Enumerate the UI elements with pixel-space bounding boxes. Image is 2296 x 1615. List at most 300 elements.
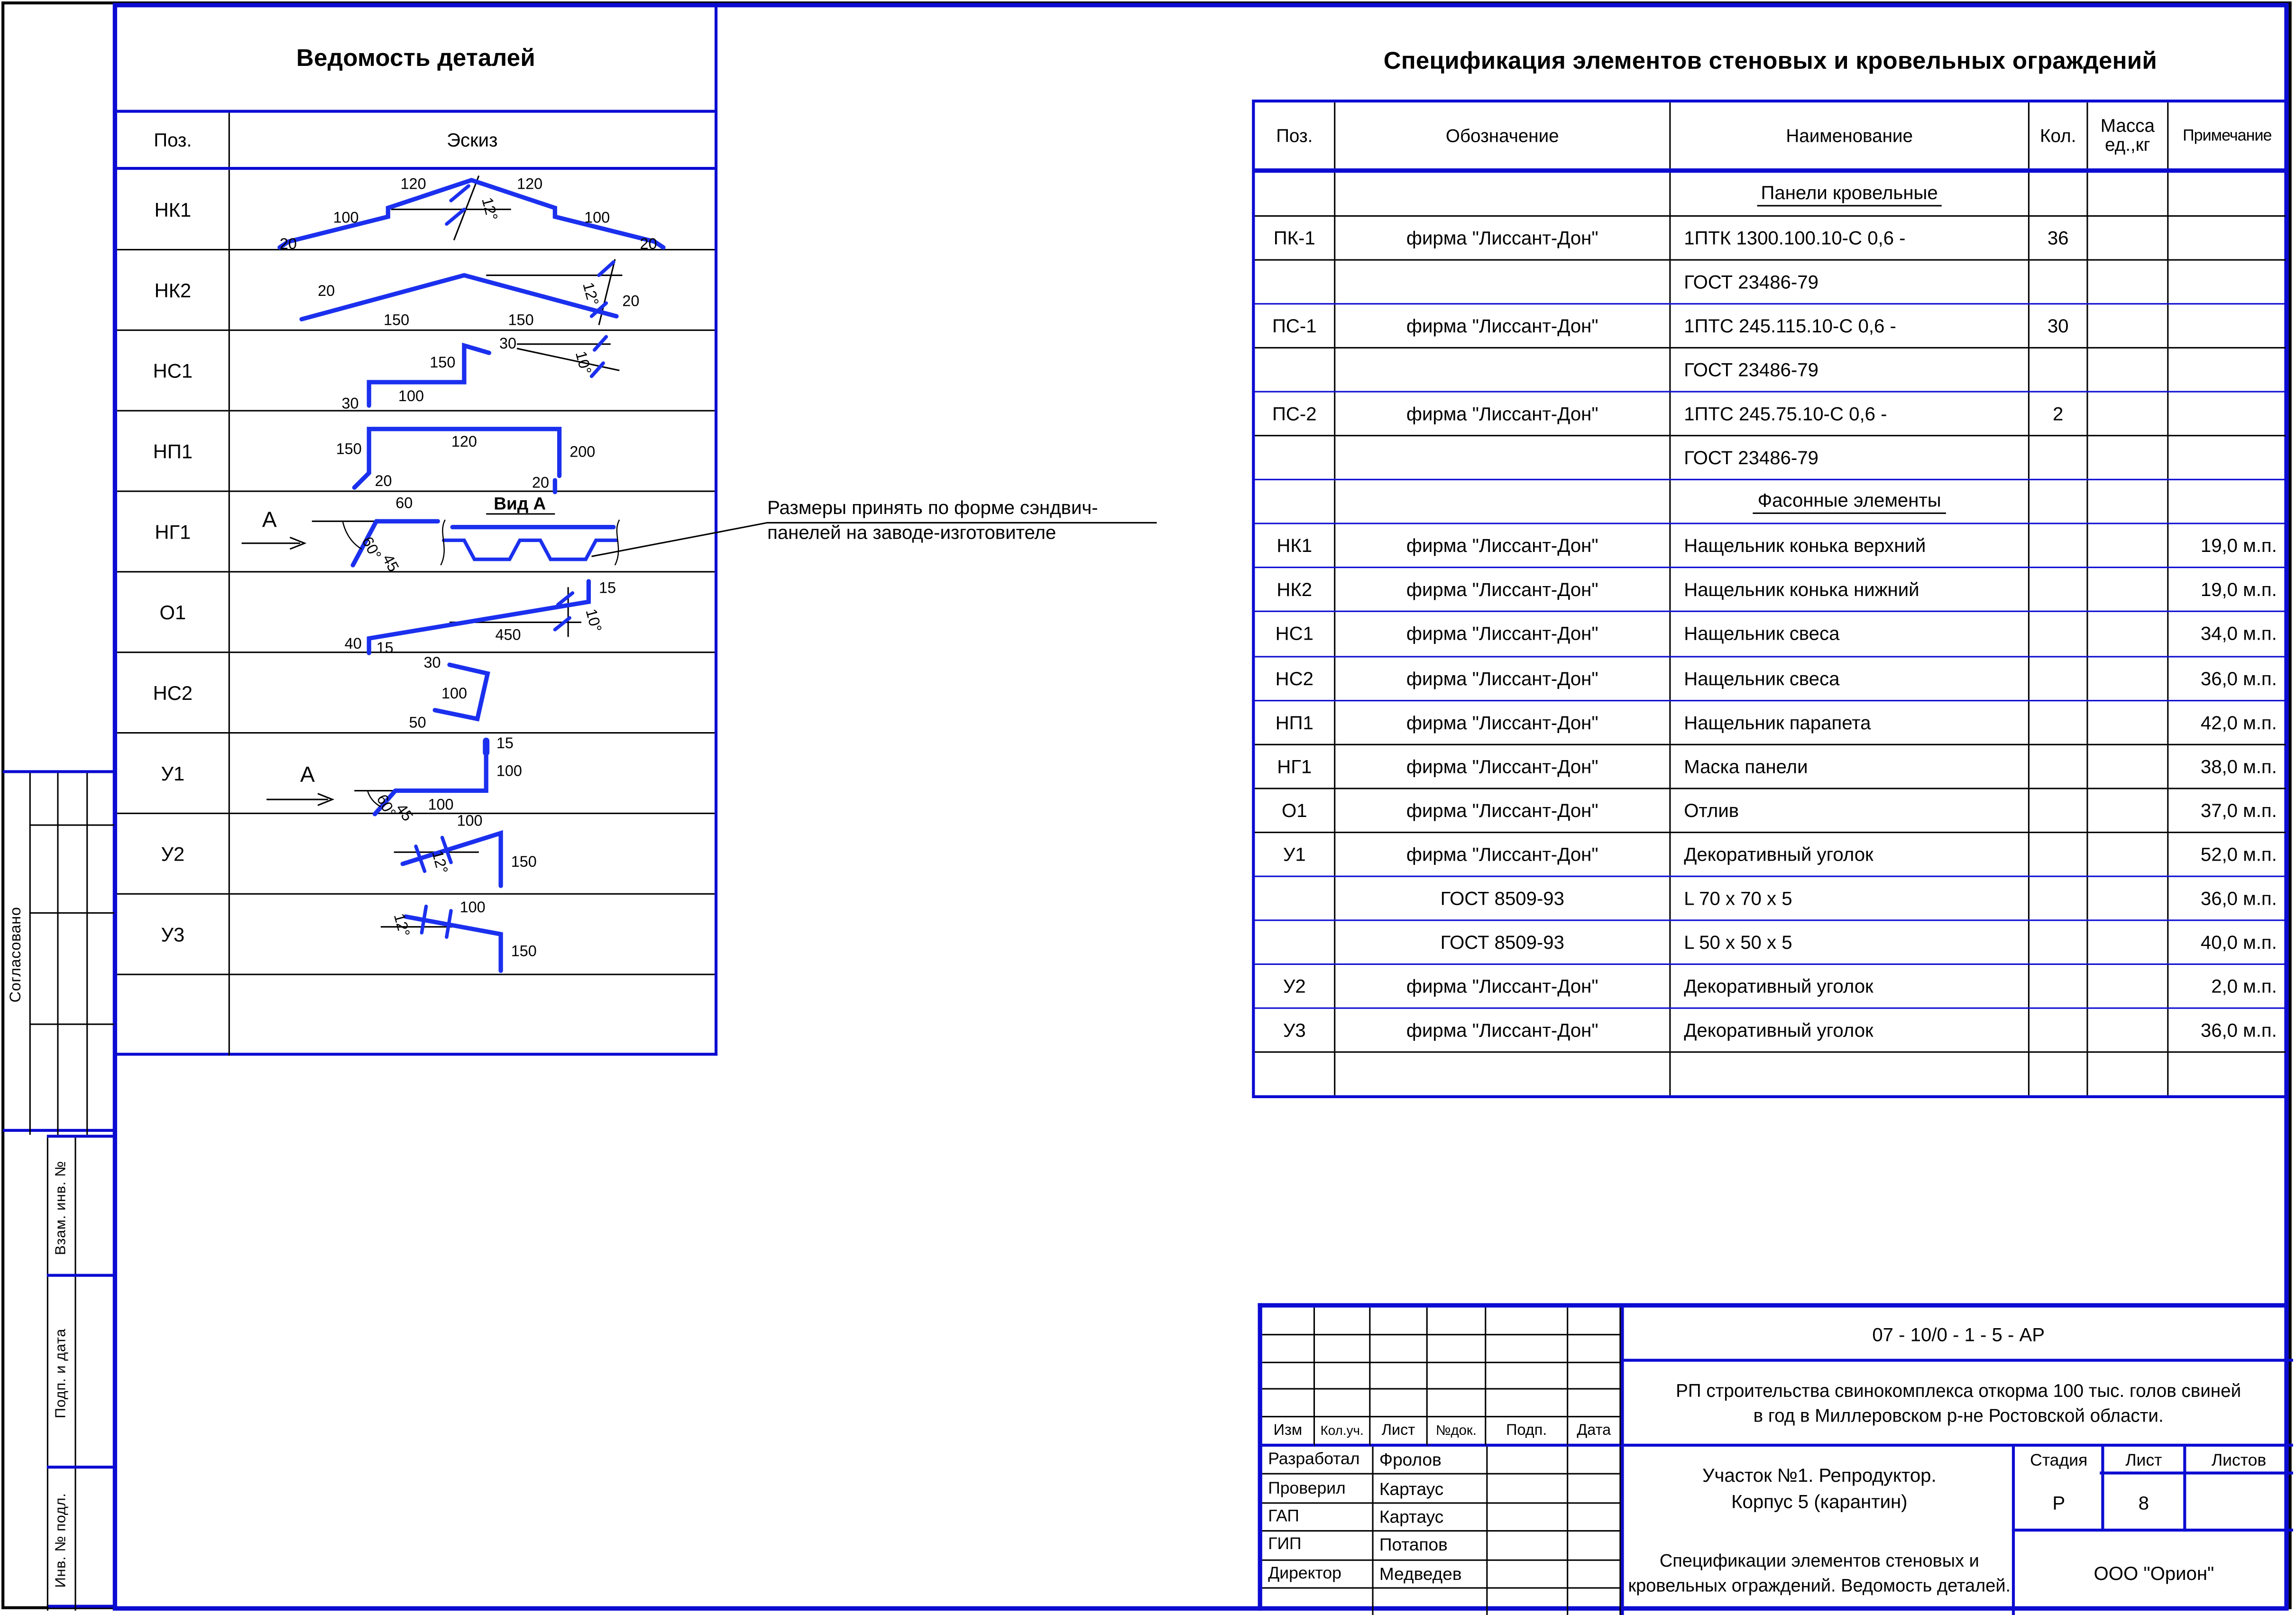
pos-label: У1	[117, 734, 230, 813]
cell-note: 19,0 м.п.	[2200, 579, 2277, 601]
tb-role: Проверил	[1262, 1475, 1374, 1504]
tb-sign-cell	[1488, 1475, 1568, 1504]
pos-label: НП1	[117, 412, 230, 491]
cell-note: 36,0 м.п.	[2200, 667, 2277, 689]
cell-pos	[1255, 261, 1335, 303]
dim-20-right: 20	[622, 292, 640, 310]
sheets-label: Листов	[2211, 1451, 2267, 1469]
tb-header-1: Кол.уч.	[1315, 1417, 1370, 1447]
sheet-label: Лист	[2125, 1451, 2162, 1469]
cell-mass	[2088, 657, 2168, 699]
cell-pos: НС1	[1255, 613, 1335, 655]
cell-empty	[2088, 481, 2168, 523]
view-arrow-label: А	[300, 762, 315, 787]
tb-sign-cell	[1488, 1532, 1568, 1560]
tb-header-4: Подп.	[1486, 1417, 1568, 1447]
spec-row	[1255, 261, 2286, 305]
tb-grid-cell	[1568, 1335, 1621, 1362]
dim-30-top: 30	[499, 334, 517, 352]
dim-100-right: 100	[584, 209, 610, 226]
cell-name: Декоративный уголок	[1671, 1009, 2030, 1051]
doc-title	[1624, 1532, 2015, 1615]
cell-qty	[2030, 349, 2088, 392]
spec-row	[1255, 569, 2286, 613]
cell-qty	[2030, 1053, 2088, 1095]
project-name	[1624, 1362, 2293, 1447]
cell-designation	[1335, 1053, 1671, 1095]
sheets-value	[2185, 1475, 2293, 1532]
cell-designation: фирма "Лиссант-Дон"	[1335, 965, 1671, 1008]
cell-mass	[2088, 305, 2168, 348]
tb-grid-cell	[1428, 1335, 1487, 1362]
dim-angle: 10°	[582, 607, 605, 634]
doc-number: 07 - 10/0 - 1 - 5 - АР	[1872, 1323, 2045, 1346]
cell-qty	[2030, 525, 2088, 568]
cell-name: 1ПТС 245.115.10-С 0,6 -	[1671, 305, 2030, 348]
cell-designation: ГОСТ 8509-93	[1335, 877, 1671, 919]
tb-person: Потапов	[1374, 1532, 1488, 1560]
spec-row	[1255, 701, 2286, 745]
cell-designation: фирма "Лиссант-Дон"	[1335, 833, 1671, 875]
spec-row	[1255, 965, 2286, 1009]
spec-section-row	[1255, 481, 2286, 525]
cell-qty	[2030, 877, 2088, 919]
tb-grid-cell	[1568, 1362, 1621, 1390]
tb-grid-cell	[1370, 1362, 1427, 1390]
cell-mass	[2088, 1009, 2168, 1051]
tb-grid-cell	[1370, 1390, 1427, 1417]
cell-qty	[2030, 657, 2088, 699]
cell-note: 2,0 м.п.	[2211, 975, 2277, 997]
cell-qty	[2030, 965, 2088, 1008]
spec-col-mass-line2: ед.,кг	[2105, 134, 2150, 155]
cell-mass	[2088, 349, 2168, 392]
cell-name: 1ПТС 245.75.10-С 0,6 -	[1671, 393, 2030, 435]
title-block-left	[1262, 1308, 1621, 1615]
cell-pos: НГ1	[1255, 745, 1335, 788]
spec-row	[1255, 393, 2286, 437]
cell-empty	[2088, 173, 2168, 215]
dim-100-vert: 100	[496, 762, 522, 780]
tb-role: ГИП	[1262, 1532, 1374, 1560]
tb-person: Картаус	[1374, 1504, 1488, 1532]
cell-qty	[2030, 745, 2088, 788]
tb-role: Разработал	[1262, 1447, 1374, 1475]
dim-150-right: 150	[508, 311, 534, 329]
spec-row	[1255, 1009, 2286, 1053]
spec-row	[1255, 305, 2286, 349]
spec-row	[1255, 525, 2286, 569]
cell-mass	[2088, 217, 2168, 259]
tb-line	[2183, 1447, 2186, 1532]
cell-qty	[2030, 789, 2088, 831]
spec-row	[1255, 613, 2286, 657]
cell-designation: фирма "Лиссант-Дон"	[1335, 393, 1671, 435]
spec-row	[1255, 657, 2286, 701]
spec-col-mass	[2088, 102, 2168, 168]
tb-person: Медведев	[1374, 1560, 1488, 1589]
dim-100: 100	[441, 684, 468, 702]
tb-empty-cell	[1488, 1588, 1568, 1615]
cell-note: 37,0 м.п.	[2200, 799, 2277, 821]
cell-mass	[2088, 613, 2168, 655]
cell-qty	[2030, 569, 2088, 611]
cell-note: 40,0 м.п.	[2200, 931, 2277, 953]
spec-section-row	[1255, 173, 2286, 217]
tb-header-3: №док.	[1428, 1417, 1487, 1447]
cell-mass	[2088, 525, 2168, 568]
cell-empty	[2168, 481, 2286, 523]
tb-sign-cell	[1568, 1560, 1621, 1589]
cell-designation: фирма "Лиссант-Дон"	[1335, 525, 1671, 568]
details-col-pos: Поз.	[117, 113, 230, 167]
dim-150: 150	[336, 440, 362, 458]
sandwich-panel-note	[767, 496, 1160, 545]
cell-empty	[1255, 173, 1335, 215]
cell-empty	[2030, 481, 2088, 523]
cell-pos: У3	[1255, 1009, 1335, 1051]
tb-sign-cell	[1488, 1560, 1568, 1589]
cell-qty	[2030, 437, 2088, 479]
spec-col-note: Примечание	[2183, 127, 2272, 145]
cell-qty	[2030, 921, 2088, 963]
project-line2: в год в Миллеровском р-не Ростовской области.	[1753, 1405, 2164, 1426]
tb-grid-cell	[1262, 1308, 1315, 1335]
spec-row	[1255, 349, 2286, 393]
cell-note	[2168, 305, 2286, 348]
approval-strip-label: Согласовано	[7, 906, 25, 1002]
cell-mass	[2088, 1053, 2168, 1095]
cell-note: 52,0 м.п.	[2200, 843, 2277, 865]
spec-row	[1255, 1053, 2286, 1095]
spec-table	[1252, 100, 2288, 1098]
dim-angle: 12°	[390, 911, 413, 939]
spec-row	[1255, 745, 2286, 789]
cell-pos: ПК-1	[1255, 217, 1335, 259]
dim-150: 150	[430, 354, 456, 371]
spec-col-mass-line1: Масса	[2100, 115, 2155, 136]
dim-50: 50	[409, 714, 426, 731]
cell-empty	[1335, 481, 1671, 523]
tb-line	[2101, 1447, 2103, 1532]
pos-label: У3	[117, 895, 230, 974]
cell-name: Нащельник конька нижний	[1671, 569, 2030, 611]
cell-qty	[2030, 261, 2088, 303]
cell-pos	[1255, 1053, 1335, 1095]
cell-name: ГОСТ 23486-79	[1671, 437, 2030, 479]
tb-empty-cell	[1374, 1588, 1488, 1615]
dim-angle: 12°	[478, 195, 501, 223]
cell-note: 34,0 м.п.	[2200, 623, 2277, 645]
cell-name: Нащельник парапета	[1671, 701, 2030, 743]
cell-pos: У1	[1255, 833, 1335, 875]
dim-45: 45	[379, 551, 403, 575]
tb-grid-cell	[1370, 1308, 1427, 1335]
tb-grid-cell	[1428, 1390, 1487, 1417]
cell-pos: НК2	[1255, 569, 1335, 611]
cell-designation: фирма "Лиссант-Дон"	[1335, 789, 1671, 831]
tb-grid-cell	[1262, 1362, 1315, 1390]
cell-note: 19,0 м.п.	[2200, 535, 2277, 557]
cell-pos	[1255, 921, 1335, 963]
spec-col-name: Наименование	[1671, 102, 2030, 168]
cell-mass	[2088, 261, 2168, 303]
dim-15-bottom: 15	[376, 639, 394, 657]
spec-row	[1255, 921, 2286, 965]
object-line2: Корпус 5 (карантин)	[1731, 1490, 1908, 1513]
cell-designation	[1335, 349, 1671, 392]
dim-45: 45	[393, 800, 417, 825]
cell-note: 38,0 м.п.	[2200, 755, 2277, 777]
dim-angle: 12°	[579, 280, 602, 308]
spec-table-header	[1255, 102, 2286, 173]
strip-box-inv-label: Инв. № подл.	[53, 1492, 70, 1587]
tb-sign-cell	[1568, 1504, 1621, 1532]
tb-grid-cell	[1428, 1308, 1487, 1335]
spec-col-designation: Обозначение	[1335, 102, 1671, 168]
tb-grid-cell	[1486, 1308, 1568, 1335]
cell-qty: 36	[2030, 217, 2088, 259]
cell-note	[2168, 393, 2286, 435]
doc-title-line1: Спецификации элементов стеновых и	[1659, 1551, 1979, 1571]
cell-name: Нащельник свеса	[1671, 657, 2030, 699]
cell-name: Декоративный уголок	[1671, 833, 2030, 875]
cell-note	[2168, 261, 2286, 303]
cell-designation: фирма "Лиссант-Дон"	[1335, 745, 1671, 788]
cell-note	[2168, 217, 2286, 259]
cell-name: L 70 x 70 x 5	[1671, 877, 2030, 919]
section-title: Панели кровельные	[1756, 182, 1942, 206]
note-line1: Размеры принять по форме сэндвич-	[767, 496, 1098, 519]
cell-qty	[2030, 833, 2088, 875]
cell-pos: У2	[1255, 965, 1335, 1008]
spec-row	[1255, 217, 2286, 261]
dim-20-left: 20	[279, 235, 297, 252]
stage-label: Стадия	[2030, 1451, 2088, 1469]
company-name: ООО "Орион"	[2094, 1562, 2214, 1585]
cell-name: ГОСТ 23486-79	[1671, 261, 2030, 303]
cell-pos: О1	[1255, 789, 1335, 831]
tb-grid-cell	[1262, 1335, 1315, 1362]
spec-row	[1255, 833, 2286, 877]
spec-col-qty: Кол.	[2030, 102, 2088, 168]
cell-pos	[1255, 877, 1335, 919]
tb-role: ГАП	[1262, 1504, 1374, 1532]
pos-label: НК1	[117, 170, 230, 249]
tb-grid-cell	[1428, 1362, 1487, 1390]
cell-empty	[2168, 173, 2286, 215]
cell-name	[1671, 173, 2030, 215]
pos-label: У2	[117, 814, 230, 893]
project-line1: РП строительства свинокомплекса откорма 100 тыс. голов свиней	[1676, 1380, 2241, 1402]
cell-pos	[1255, 437, 1335, 479]
object-line1: Участок №1. Репродуктор.	[1702, 1464, 1937, 1487]
cell-name: 1ПТК 1300.100.10-С 0,6 -	[1671, 217, 2030, 259]
tb-sign-cell	[1488, 1504, 1568, 1532]
cell-name: Маска панели	[1671, 745, 2030, 788]
cell-pos: НК1	[1255, 525, 1335, 568]
pos-label: НС2	[117, 653, 230, 732]
spec-row	[1255, 789, 2286, 833]
cell-empty	[1335, 173, 1671, 215]
tb-line	[2100, 1471, 2293, 1474]
tb-person: Фролов	[1374, 1447, 1488, 1475]
stage-value: Р	[2052, 1492, 2066, 1514]
cell-pos: НС2	[1255, 657, 1335, 699]
strip-box-vzam-label: Взам. инв. №	[53, 1160, 70, 1255]
tb-header-2: Лист	[1370, 1417, 1427, 1447]
cell-designation	[1335, 261, 1671, 303]
cell-mass	[2088, 393, 2168, 435]
cell-pos	[1255, 349, 1335, 392]
cell-designation: фирма "Лиссант-Дон"	[1335, 569, 1671, 611]
pos-label: НС1	[117, 331, 230, 410]
spec-row	[1255, 877, 2286, 921]
note-line2: панелей на заводе-изготовителе	[767, 520, 1056, 543]
cell-note: 42,0 м.п.	[2200, 711, 2277, 733]
tb-empty-cell	[1262, 1588, 1374, 1615]
cell-name: Нащельник конька верхний	[1671, 525, 2030, 568]
tb-sign-cell	[1568, 1475, 1621, 1504]
tb-header-0: Изм	[1262, 1417, 1315, 1447]
cell-note	[2168, 349, 2286, 392]
dim-120: 120	[451, 432, 477, 450]
dim-200: 200	[569, 443, 596, 460]
dim-15: 15	[496, 734, 514, 752]
cell-name: ГОСТ 23486-79	[1671, 349, 2030, 392]
tb-grid-cell	[1486, 1335, 1568, 1362]
tb-sign-cell	[1568, 1447, 1621, 1475]
cell-mass	[2088, 437, 2168, 479]
dim-120-right: 120	[517, 175, 543, 193]
tb-line	[1621, 1308, 1624, 1615]
dim-150: 150	[511, 942, 537, 960]
tb-line	[1624, 1444, 2293, 1447]
cell-mass	[2088, 833, 2168, 875]
tb-grid-cell	[1486, 1362, 1568, 1390]
cell-name: Отлив	[1671, 789, 2030, 831]
cell-name	[1671, 481, 2030, 523]
cell-name	[1671, 1053, 2030, 1095]
dim-100: 100	[457, 812, 483, 829]
cell-note: 36,0 м.п.	[2200, 887, 2277, 909]
tb-role: Директор	[1262, 1560, 1374, 1589]
spec-table-body	[1255, 173, 2286, 1095]
cell-name: Нащельник свеса	[1671, 613, 2030, 655]
spec-row	[1255, 437, 2286, 481]
view-arrow-label: А	[262, 507, 277, 532]
section-title: Фасонные элементы	[1753, 489, 1946, 514]
cell-qty: 30	[2030, 305, 2088, 348]
cell-designation: фирма "Лиссант-Дон"	[1335, 701, 1671, 743]
dim-20-left: 20	[375, 472, 392, 490]
dim-30-bottom: 30	[341, 395, 359, 412]
dim-20-right: 20	[640, 235, 657, 252]
cell-note	[2168, 437, 2286, 479]
tb-grid-cell	[1315, 1362, 1370, 1390]
cell-designation: фирма "Лиссант-Дон"	[1335, 657, 1671, 699]
cell-designation	[1335, 437, 1671, 479]
dim-20-left: 20	[318, 282, 335, 299]
pos-label: НК2	[117, 250, 230, 330]
cell-empty	[1255, 481, 1335, 523]
dim-100-horiz: 100	[428, 796, 454, 813]
cell-pos: НП1	[1255, 701, 1335, 743]
cell-note: 36,0 м.п.	[2200, 1019, 2277, 1041]
strip-box-podp-label: Подп. и дата	[53, 1328, 70, 1418]
cell-qty	[2030, 613, 2088, 655]
cell-qty: 2	[2030, 393, 2088, 435]
cell-designation: фирма "Лиссант-Дон"	[1335, 305, 1671, 348]
dim-450: 450	[495, 626, 521, 643]
details-list-title: Ведомость деталей	[296, 45, 536, 71]
cell-designation: фирма "Лиссант-Дон"	[1335, 217, 1671, 259]
cell-empty	[2030, 173, 2088, 215]
dim-150-left: 150	[384, 311, 410, 329]
spec-table-title: Спецификация элементов стеновых и кровельных ограждений	[1383, 47, 2158, 74]
cell-mass	[2088, 745, 2168, 788]
cell-mass	[2088, 569, 2168, 611]
cell-qty	[2030, 701, 2088, 743]
title-block	[1258, 1303, 2289, 1610]
tb-empty-cell	[1568, 1588, 1621, 1615]
dim-100-left: 100	[333, 209, 359, 226]
cell-mass	[2088, 701, 2168, 743]
dim-angle: 12°	[429, 848, 451, 876]
spec-table-title-area	[1252, 41, 2288, 82]
cell-mass	[2088, 921, 2168, 963]
tb-line	[2012, 1447, 2015, 1615]
tb-grid-cell	[1568, 1308, 1621, 1335]
tb-grid-cell	[1315, 1335, 1370, 1362]
tb-grid-cell	[1568, 1390, 1621, 1417]
dim-30: 30	[423, 654, 441, 671]
pos-label: НГ1	[117, 492, 230, 571]
cell-qty	[2030, 1009, 2088, 1051]
view-a-title: Вид А	[494, 493, 546, 514]
tb-grid-cell	[1370, 1335, 1427, 1362]
tb-line	[2012, 1529, 2293, 1532]
dim-100: 100	[398, 387, 424, 405]
dim-60deg: 60°	[373, 791, 400, 820]
sheet-value: 8	[2138, 1492, 2149, 1514]
dim-15-top: 15	[598, 579, 616, 596]
dim-angle: 10°	[572, 349, 595, 376]
cell-mass	[2088, 877, 2168, 919]
cell-designation: фирма "Лиссант-Дон"	[1335, 1009, 1671, 1051]
cell-name: Декоративный уголок	[1671, 965, 2030, 1008]
cell-note	[2168, 1053, 2286, 1095]
dim-60deg: 60°	[358, 533, 385, 563]
tb-grid-cell	[1486, 1390, 1568, 1417]
tb-person: Картаус	[1374, 1475, 1488, 1504]
dim-20-right: 20	[532, 474, 549, 491]
cell-name: L 50 x 50 x 5	[1671, 921, 2030, 963]
doc-title-line2: кровельных ограждений. Ведомость деталей.	[1628, 1575, 2011, 1596]
dim-100: 100	[459, 898, 486, 916]
dim-60: 60	[395, 494, 413, 512]
tb-grid-cell	[1315, 1308, 1370, 1335]
details-col-sketch: Эскиз	[447, 128, 498, 151]
tb-header-5: Дата	[1568, 1417, 1621, 1447]
tb-sign-cell	[1568, 1532, 1621, 1560]
cell-mass	[2088, 789, 2168, 831]
cell-mass	[2088, 965, 2168, 1008]
pos-label: О1	[117, 572, 230, 652]
tb-grid-cell	[1262, 1390, 1315, 1417]
cell-designation: ГОСТ 8509-93	[1335, 921, 1671, 963]
tb-line	[1624, 1359, 2293, 1362]
